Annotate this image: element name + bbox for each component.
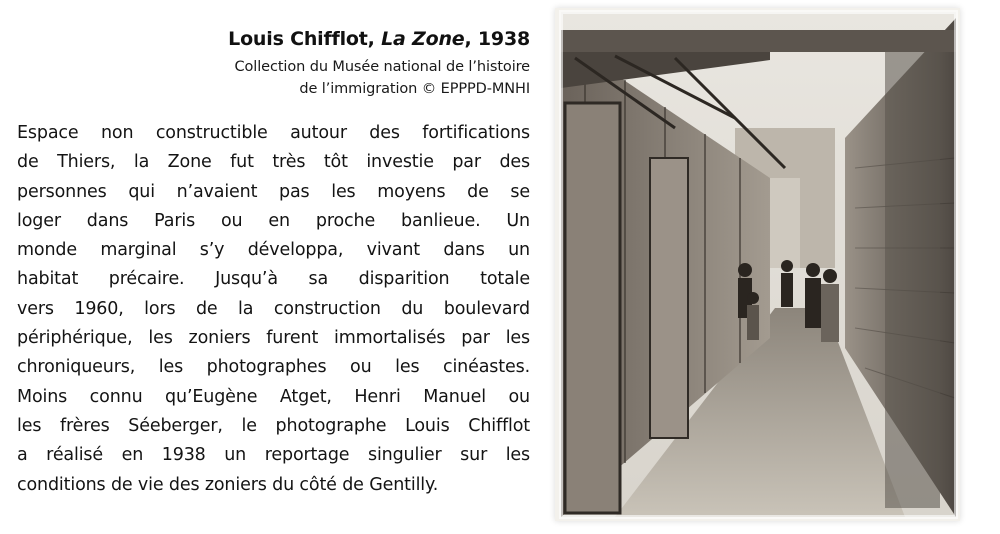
description-line: a réalisé en 1938 un reportage singulier sur les (17, 445, 530, 466)
description-paragraph (17, 119, 530, 500)
description-line: Espace non constructible autour des fortifications (17, 123, 530, 143)
work-title: La Zone (381, 28, 465, 50)
description-line: personnes qui n’avaient pas les moyens de se (17, 181, 530, 202)
description-line: habitat précaire. Jusqu’à sa disparition totale (17, 269, 530, 290)
credit-line-2: de l’immigration © EPPPD-MNHI (299, 81, 530, 97)
description-line: de Thiers, la Zone fut très tôt investie par des (17, 152, 530, 173)
description-line: Moins connu qu’Eugène Atget, Henri Manuel ou (17, 386, 530, 407)
description-line: vers 1960, lors de la construction du boulevard (17, 298, 530, 319)
author-name: Louis Chifflot, (228, 28, 382, 50)
description-line: monde marginal s’y développa, vivant dans un (17, 240, 530, 261)
description-line: chroniqueurs, les photographes ou les cinéastes. (17, 357, 530, 378)
photo-year: , 1938 (464, 28, 530, 50)
description-line: périphérique, les zoniers furent immortalisés par les (17, 328, 530, 349)
description-line: les frères Séeberger, le photographe Louis Chifflot (17, 415, 530, 436)
alley-photo-illustration (555, 8, 960, 521)
photo-caption-title (228, 28, 530, 50)
photo-credit (170, 56, 530, 100)
historical-photograph (555, 8, 960, 521)
description-line: conditions de vie des zoniers du côté de Gentilly. (17, 474, 439, 495)
description-line: loger dans Paris ou en proche banlieue. Un (17, 210, 530, 231)
credit-line-1: Collection du Musée national de l’histoire (234, 59, 530, 75)
